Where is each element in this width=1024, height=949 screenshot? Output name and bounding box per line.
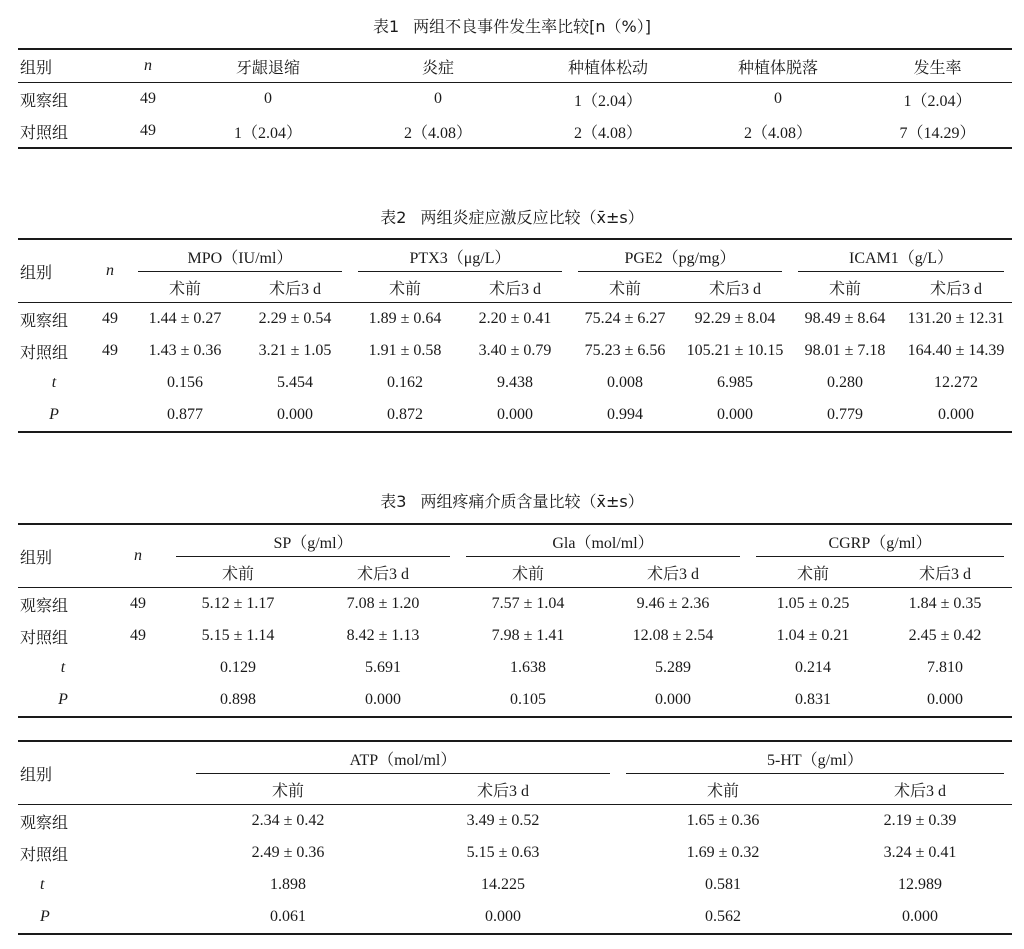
table-cell: 0.831	[748, 684, 878, 717]
table-cell: 1.04 ± 0.21	[776, 627, 850, 644]
table-cell: 3.40 ± 0.79	[478, 342, 552, 359]
table-row	[18, 335, 1012, 367]
table-cell: 105.21 ± 10.15	[686, 342, 784, 359]
table-cell: 1.43 ± 0.36	[148, 342, 222, 359]
table-cell: 12.272	[934, 374, 978, 391]
table2-subheader-row	[18, 272, 1012, 303]
table2-header-n: n	[90, 239, 130, 303]
table2-metric-mpo: MPO（IU/ml）	[130, 239, 350, 272]
table-cell: 0.000	[308, 684, 458, 717]
table-row	[18, 588, 1012, 621]
table-cell: 7.810	[927, 659, 964, 676]
table1	[18, 48, 1012, 149]
table2-metric-pge2: PGE2（pg/mg）	[570, 239, 790, 272]
table-cell: 7.08 ± 1.20	[346, 595, 420, 612]
table-cell: 0.000	[680, 399, 790, 432]
subheader-preop: 术前	[168, 557, 308, 588]
subheader-preop: 术前	[458, 557, 598, 588]
table3-continued	[18, 740, 1012, 935]
table-cell: 1.69 ± 0.32	[686, 844, 760, 861]
table-cell: 5.15 ± 1.14	[201, 627, 275, 644]
row-label-t: t	[51, 374, 57, 391]
table-cell: 14.225	[481, 876, 525, 893]
table-cell: 1.91 ± 0.58	[368, 342, 442, 359]
table-cell: 3.49 ± 0.52	[466, 812, 540, 829]
subheader-preop: 术前	[618, 774, 828, 805]
table-row	[18, 399, 1012, 432]
table-cell: 0	[774, 90, 782, 107]
table3-subheader-row	[18, 557, 1012, 588]
table-cell: 2.45 ± 0.42	[908, 627, 982, 644]
row-label-p: P	[18, 901, 188, 934]
table-row	[18, 652, 1012, 684]
table-cell: 0.562	[618, 901, 828, 934]
table2-caption	[0, 205, 1024, 228]
table1-header-inflammation: 炎症	[353, 49, 523, 83]
subheader-preop: 术前	[790, 272, 900, 303]
table1-header-n: n	[113, 49, 183, 83]
table-cell: 7.57 ± 1.04	[491, 595, 565, 612]
table-cell: 2.49 ± 0.36	[251, 844, 325, 861]
table-cell: 0.129	[220, 659, 256, 676]
table-cell: 0.000	[598, 684, 748, 717]
table-cell: 1（2.04）	[903, 92, 972, 110]
table-cell: 3.24 ± 0.41	[883, 844, 957, 861]
table1-label: 表1	[372, 17, 400, 36]
subheader-postop: 术后3 d	[388, 774, 618, 805]
table-cell: 2（4.08）	[693, 115, 863, 148]
row-label: 观察组	[20, 90, 69, 110]
subheader-postop: 术后3 d	[598, 557, 748, 588]
subheader-preop: 术前	[748, 557, 878, 588]
table-cell: 5.12 ± 1.17	[201, 595, 275, 612]
table-cell: 7（14.29）	[863, 115, 1012, 148]
table-cell: 0.872	[350, 399, 460, 432]
row-label-p: P	[18, 684, 108, 717]
table2-header-group: 组别	[18, 239, 90, 303]
row-label-t: t	[40, 876, 45, 893]
table3-metric-gla: Gla（mol/ml）	[458, 524, 748, 557]
table-cell: 5.289	[655, 659, 692, 676]
subheader-postop: 术后3 d	[878, 557, 1012, 588]
table-row	[18, 901, 1012, 934]
table-cell: 0.061	[188, 901, 388, 934]
subheader-postop: 术后3 d	[240, 272, 350, 303]
row-label: 对照组	[20, 627, 69, 647]
table-cell: 0.008	[607, 374, 643, 391]
table-cell: 98.49 ± 8.64	[804, 310, 886, 327]
subheader-postop: 术后3 d	[828, 774, 1012, 805]
table-cell: 49	[130, 595, 146, 612]
table-cell: 0.214	[795, 659, 832, 676]
table-cell: 1.898	[270, 876, 306, 893]
subheader-postop: 术后3 d	[680, 272, 790, 303]
subheader-preop: 术前	[130, 272, 240, 303]
table3-label: 表3	[380, 492, 407, 511]
table3b-metric-5ht: 5-HT（g/ml）	[618, 741, 1012, 774]
table-cell: 98.01 ± 7.18	[804, 342, 886, 359]
table-cell: 1.65 ± 0.36	[686, 812, 760, 829]
table-cell: 2（4.08）	[353, 115, 523, 148]
table-cell	[108, 652, 168, 684]
row-label-p: P	[18, 399, 90, 432]
table3b-header-group: 组别	[18, 741, 188, 805]
table-cell: 1.05 ± 0.25	[776, 595, 850, 612]
table-cell: 92.29 ± 8.04	[694, 310, 776, 327]
table-cell: 12.989	[898, 876, 942, 893]
table-cell: 9.46 ± 2.36	[636, 595, 710, 612]
table-cell: 0.000	[878, 684, 1012, 717]
table1-header-implant-loosening: 种植体松动	[523, 49, 693, 83]
table-cell: 2.29 ± 0.54	[258, 310, 332, 327]
table3-title: 两组疼痛介质含量比较（x̄±s）	[420, 492, 644, 511]
table-cell: 2（4.08）	[523, 115, 693, 148]
table-cell: 0.779	[790, 399, 900, 432]
table1-header-implant-loss: 种植体脱落	[693, 49, 863, 83]
table-cell: 75.24 ± 6.27	[584, 310, 666, 327]
table-cell: 49	[140, 90, 156, 107]
table-cell: 0.898	[168, 684, 308, 717]
table-cell: 1.84 ± 0.35	[908, 595, 982, 612]
table-cell: 1（2.04）	[573, 92, 642, 110]
subheader-preop: 术前	[188, 774, 388, 805]
table3b-header-row	[18, 741, 1012, 774]
table-cell: 49	[113, 115, 183, 148]
table2	[18, 238, 1012, 433]
table3b-metric-atp: ATP（mol/ml）	[188, 741, 618, 774]
table-cell: 1.44 ± 0.27	[148, 310, 222, 327]
table-cell: 2.19 ± 0.39	[883, 812, 957, 829]
table1-header-row	[18, 49, 1012, 83]
table-cell: 49	[130, 627, 146, 644]
table-cell: 1（2.04）	[183, 115, 353, 148]
table2-metric-ptx3: PTX3（μg/L）	[350, 239, 570, 272]
table-cell: 0.000	[240, 399, 350, 432]
table-cell	[90, 399, 130, 432]
table-cell: 164.40 ± 14.39	[907, 342, 1005, 359]
table-cell: 0.105	[458, 684, 598, 717]
table-cell: 5.691	[365, 659, 401, 676]
table3-caption	[0, 489, 1024, 512]
table2-label: 表2	[380, 208, 407, 227]
subheader-postop: 术后3 d	[460, 272, 570, 303]
table-cell: 0.162	[387, 374, 423, 391]
table-row	[18, 303, 1012, 336]
table-cell: 1.89 ± 0.64	[368, 310, 442, 327]
table-cell: 0	[434, 90, 442, 107]
table-row	[18, 83, 1012, 116]
table-cell: 7.98 ± 1.41	[491, 627, 565, 644]
table3	[18, 523, 1012, 718]
table-cell: 0.000	[388, 901, 618, 934]
table-row	[18, 115, 1012, 148]
table3-metric-sp: SP（g/ml）	[168, 524, 458, 557]
table-cell	[90, 367, 130, 399]
subheader-postop: 术后3 d	[308, 557, 458, 588]
row-label-t: t	[60, 659, 66, 676]
row-label: 观察组	[20, 310, 69, 330]
table-row	[18, 684, 1012, 717]
table-cell: 2.20 ± 0.41	[478, 310, 552, 327]
table-cell: 0.280	[827, 374, 863, 391]
table-cell: 9.438	[497, 374, 533, 391]
table1-header-gum-recession: 牙龈退缩	[183, 49, 353, 83]
row-label: 对照组	[20, 844, 69, 864]
table-cell: 12.08 ± 2.54	[632, 627, 714, 644]
table-row	[18, 805, 1012, 838]
row-label: 对照组	[18, 115, 113, 148]
table-cell: 49	[102, 310, 118, 327]
row-label: 对照组	[20, 342, 69, 362]
table-cell: 131.20 ± 12.31	[907, 310, 1005, 327]
table-cell: 0.000	[460, 399, 570, 432]
table1-title: 两组不良事件发生率比较[n（%）]	[413, 17, 652, 36]
table-cell: 3.21 ± 1.05	[258, 342, 332, 359]
table-cell: 8.42 ± 1.13	[346, 627, 420, 644]
table-cell: 49	[102, 342, 118, 359]
subheader-preop: 术前	[570, 272, 680, 303]
table1-header-incidence: 发生率	[863, 49, 1012, 83]
subheader-postop: 术后3 d	[900, 272, 1012, 303]
table-cell: 0.000	[900, 399, 1012, 432]
table-row	[18, 837, 1012, 869]
table-cell: 5.15 ± 0.63	[466, 844, 540, 861]
table-cell: 0.877	[130, 399, 240, 432]
table-cell: 0	[264, 90, 272, 107]
table3-header-row	[18, 524, 1012, 557]
table-cell: 0.000	[828, 901, 1012, 934]
table-cell: 1.638	[510, 659, 547, 676]
table-cell: 5.454	[277, 374, 313, 391]
table2-header-row	[18, 239, 1012, 272]
table-cell	[108, 684, 168, 717]
table-cell: 75.23 ± 6.56	[584, 342, 666, 359]
table2-title: 两组炎症应激反应比较（x̄±s）	[420, 208, 644, 227]
table-row	[18, 620, 1012, 652]
row-label: 观察组	[20, 812, 69, 832]
table3-metric-cgrp: CGRP（g/ml）	[748, 524, 1012, 557]
table-cell: 6.985	[717, 374, 753, 391]
table3-header-n: n	[108, 524, 168, 588]
table3-header-group: 组别	[18, 524, 108, 588]
table1-header-group: 组别	[18, 49, 113, 83]
table2-metric-icam1: ICAM1（g/L）	[790, 239, 1012, 272]
table-cell: 0.156	[167, 374, 203, 391]
table1-caption	[0, 14, 1024, 37]
table-cell: 2.34 ± 0.42	[251, 812, 325, 829]
table-cell: 0.581	[705, 876, 741, 893]
table-row	[18, 869, 1012, 901]
table-row	[18, 367, 1012, 399]
subheader-preop: 术前	[350, 272, 460, 303]
table-cell: 0.994	[570, 399, 680, 432]
row-label: 观察组	[20, 595, 69, 615]
